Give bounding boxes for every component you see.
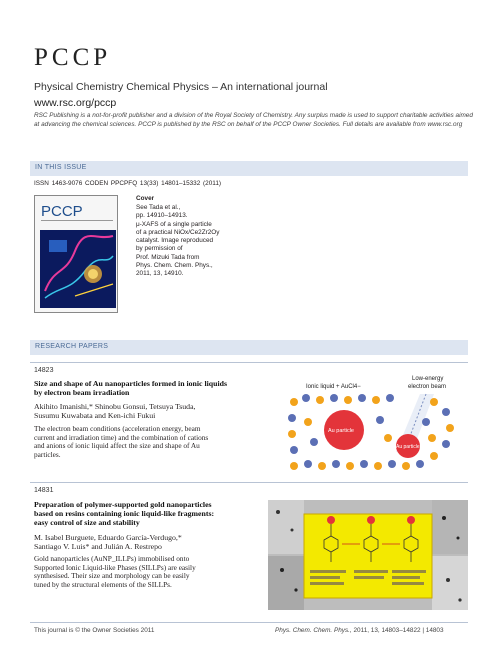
toc-graphic-au-nanoparticles[interactable] xyxy=(284,372,464,472)
toc-graphic-polymer-gold-nanoparticles[interactable] xyxy=(268,500,468,610)
section-bar-in-this-issue xyxy=(30,161,468,176)
cover-text-line: Phys. Chem. Chem. Phys., xyxy=(136,262,213,270)
abstract-line: Supported Ionic Liquid-like Phases (SILLPs) are easily xyxy=(34,562,196,572)
cover-text-line: μ-XAFS of a single particle xyxy=(136,220,212,228)
footer-divider xyxy=(30,622,468,623)
au-particle-label: Au particle xyxy=(396,444,420,450)
cover-text-line: by permission of xyxy=(136,245,183,253)
cover-text-line: See Tada et al., xyxy=(136,204,181,211)
article-authors xyxy=(34,533,262,552)
article-title-line: based on resins containing ionic liquid-like fragments: xyxy=(34,509,215,518)
journal-url[interactable]: www.rsc.org/pccp xyxy=(34,97,117,109)
au-dot xyxy=(407,516,415,524)
section-label: IN THIS ISSUE xyxy=(35,164,87,171)
article-page-number: 14831 xyxy=(34,487,54,494)
article-title-line: Size and shape of Au nanoparticles formed in ionic liquids xyxy=(34,379,228,388)
beam-label-2: electron beam xyxy=(408,384,447,390)
cover-text-line: catalyst. Image reproduced xyxy=(136,237,214,245)
publisher-note: RSC Publishing is a not-for-profit publisher and a division of the Royal Society of Chemistry. Any surplus made is used to support charitable activities aimed at advancing the chemical sciences. PCCP is published by the RSC on behalf of the PCCP Owner Societies. Full details are available from www.rsc.org xyxy=(34,112,473,128)
author-line: Susumu Kuwabata and Ken-ichi Fukui xyxy=(34,411,156,421)
footer-copyright: This journal is © the Owner Societies 2011 xyxy=(34,627,155,634)
cover-text-line: pp. 14910–14913. xyxy=(136,212,188,220)
au-dot xyxy=(327,516,335,524)
cover-text-line: Prof. Mizuki Tada from xyxy=(136,253,200,261)
au-particle-label: Au particle xyxy=(328,428,354,434)
abstract-line: current and irradiation time) and the combination of cations xyxy=(34,432,209,442)
abstract-line: The electron beam conditions (acceleration energy, beam xyxy=(34,424,201,433)
au-dot xyxy=(367,516,375,524)
footer-page-range: 2011, 13, 14803–14822 | 14803 xyxy=(353,627,444,634)
section-bar-research-papers xyxy=(30,340,468,355)
author-line: Santiago V. Luis* and Julián A. Restrepo xyxy=(34,542,162,552)
abstract-line: particles. xyxy=(34,449,61,459)
structure-panel xyxy=(304,514,432,598)
ionic-liquid-label: Ionic liquid + AuCl4− xyxy=(306,384,361,390)
cover-text-line: of a practical NiOx/Ce2Zr2Oy xyxy=(136,228,220,236)
cover-logo: PCCP xyxy=(41,203,83,220)
divider xyxy=(30,482,468,483)
cover-title: Cover xyxy=(136,195,155,202)
issn-line: ISSN 1463-9076 CODEN PPCPFQ 13(33) 14801–15332 (2011) xyxy=(34,180,222,187)
abstract-line: Gold nanoparticles (AuNP_ILLPs) immobilised onto xyxy=(34,554,190,563)
journal-logo: PCCP xyxy=(34,44,112,71)
beam-label-1: Low-energy xyxy=(412,376,444,382)
article-title[interactable] xyxy=(34,379,262,397)
section-label: RESEARCH PAPERS xyxy=(35,343,109,350)
cover-description xyxy=(136,204,236,279)
author-line: Akihito Imanishi,* Shinobu Gonsui, Tetsuya Tsuda, xyxy=(34,402,196,411)
cover-image[interactable] xyxy=(34,195,118,313)
journal-full-name: Physical Chemistry Chemical Physics – An international journal xyxy=(34,81,328,93)
divider xyxy=(30,362,468,363)
abstract-line: and anions of ionic liquid affect the size and shape of Au xyxy=(34,441,200,451)
article-page-number: 14823 xyxy=(34,367,54,374)
article-title-line: by electron beam irradiation xyxy=(34,388,130,397)
article-abstract xyxy=(34,555,262,589)
footer-journal-name: Phys. Chem. Chem. Phys., xyxy=(275,627,352,634)
article-title-line: Preparation of polymer-supported gold nanoparticles xyxy=(34,500,212,509)
author-line: M. Isabel Burguete, Eduardo García-Verdugo,* xyxy=(34,533,182,542)
cover-text-line: 2011, 13, 14910. xyxy=(136,270,184,278)
article-authors xyxy=(34,402,262,421)
article-title-line: easy control of size and stability xyxy=(34,518,140,527)
article-title[interactable] xyxy=(34,500,262,527)
article-abstract xyxy=(34,425,262,459)
abstract-line: tuned by the structural elements of the SILLPs. xyxy=(34,579,172,589)
footer-citation xyxy=(275,627,444,634)
abstract-line: synthesised. Their size and morphology can be easily xyxy=(34,571,190,581)
